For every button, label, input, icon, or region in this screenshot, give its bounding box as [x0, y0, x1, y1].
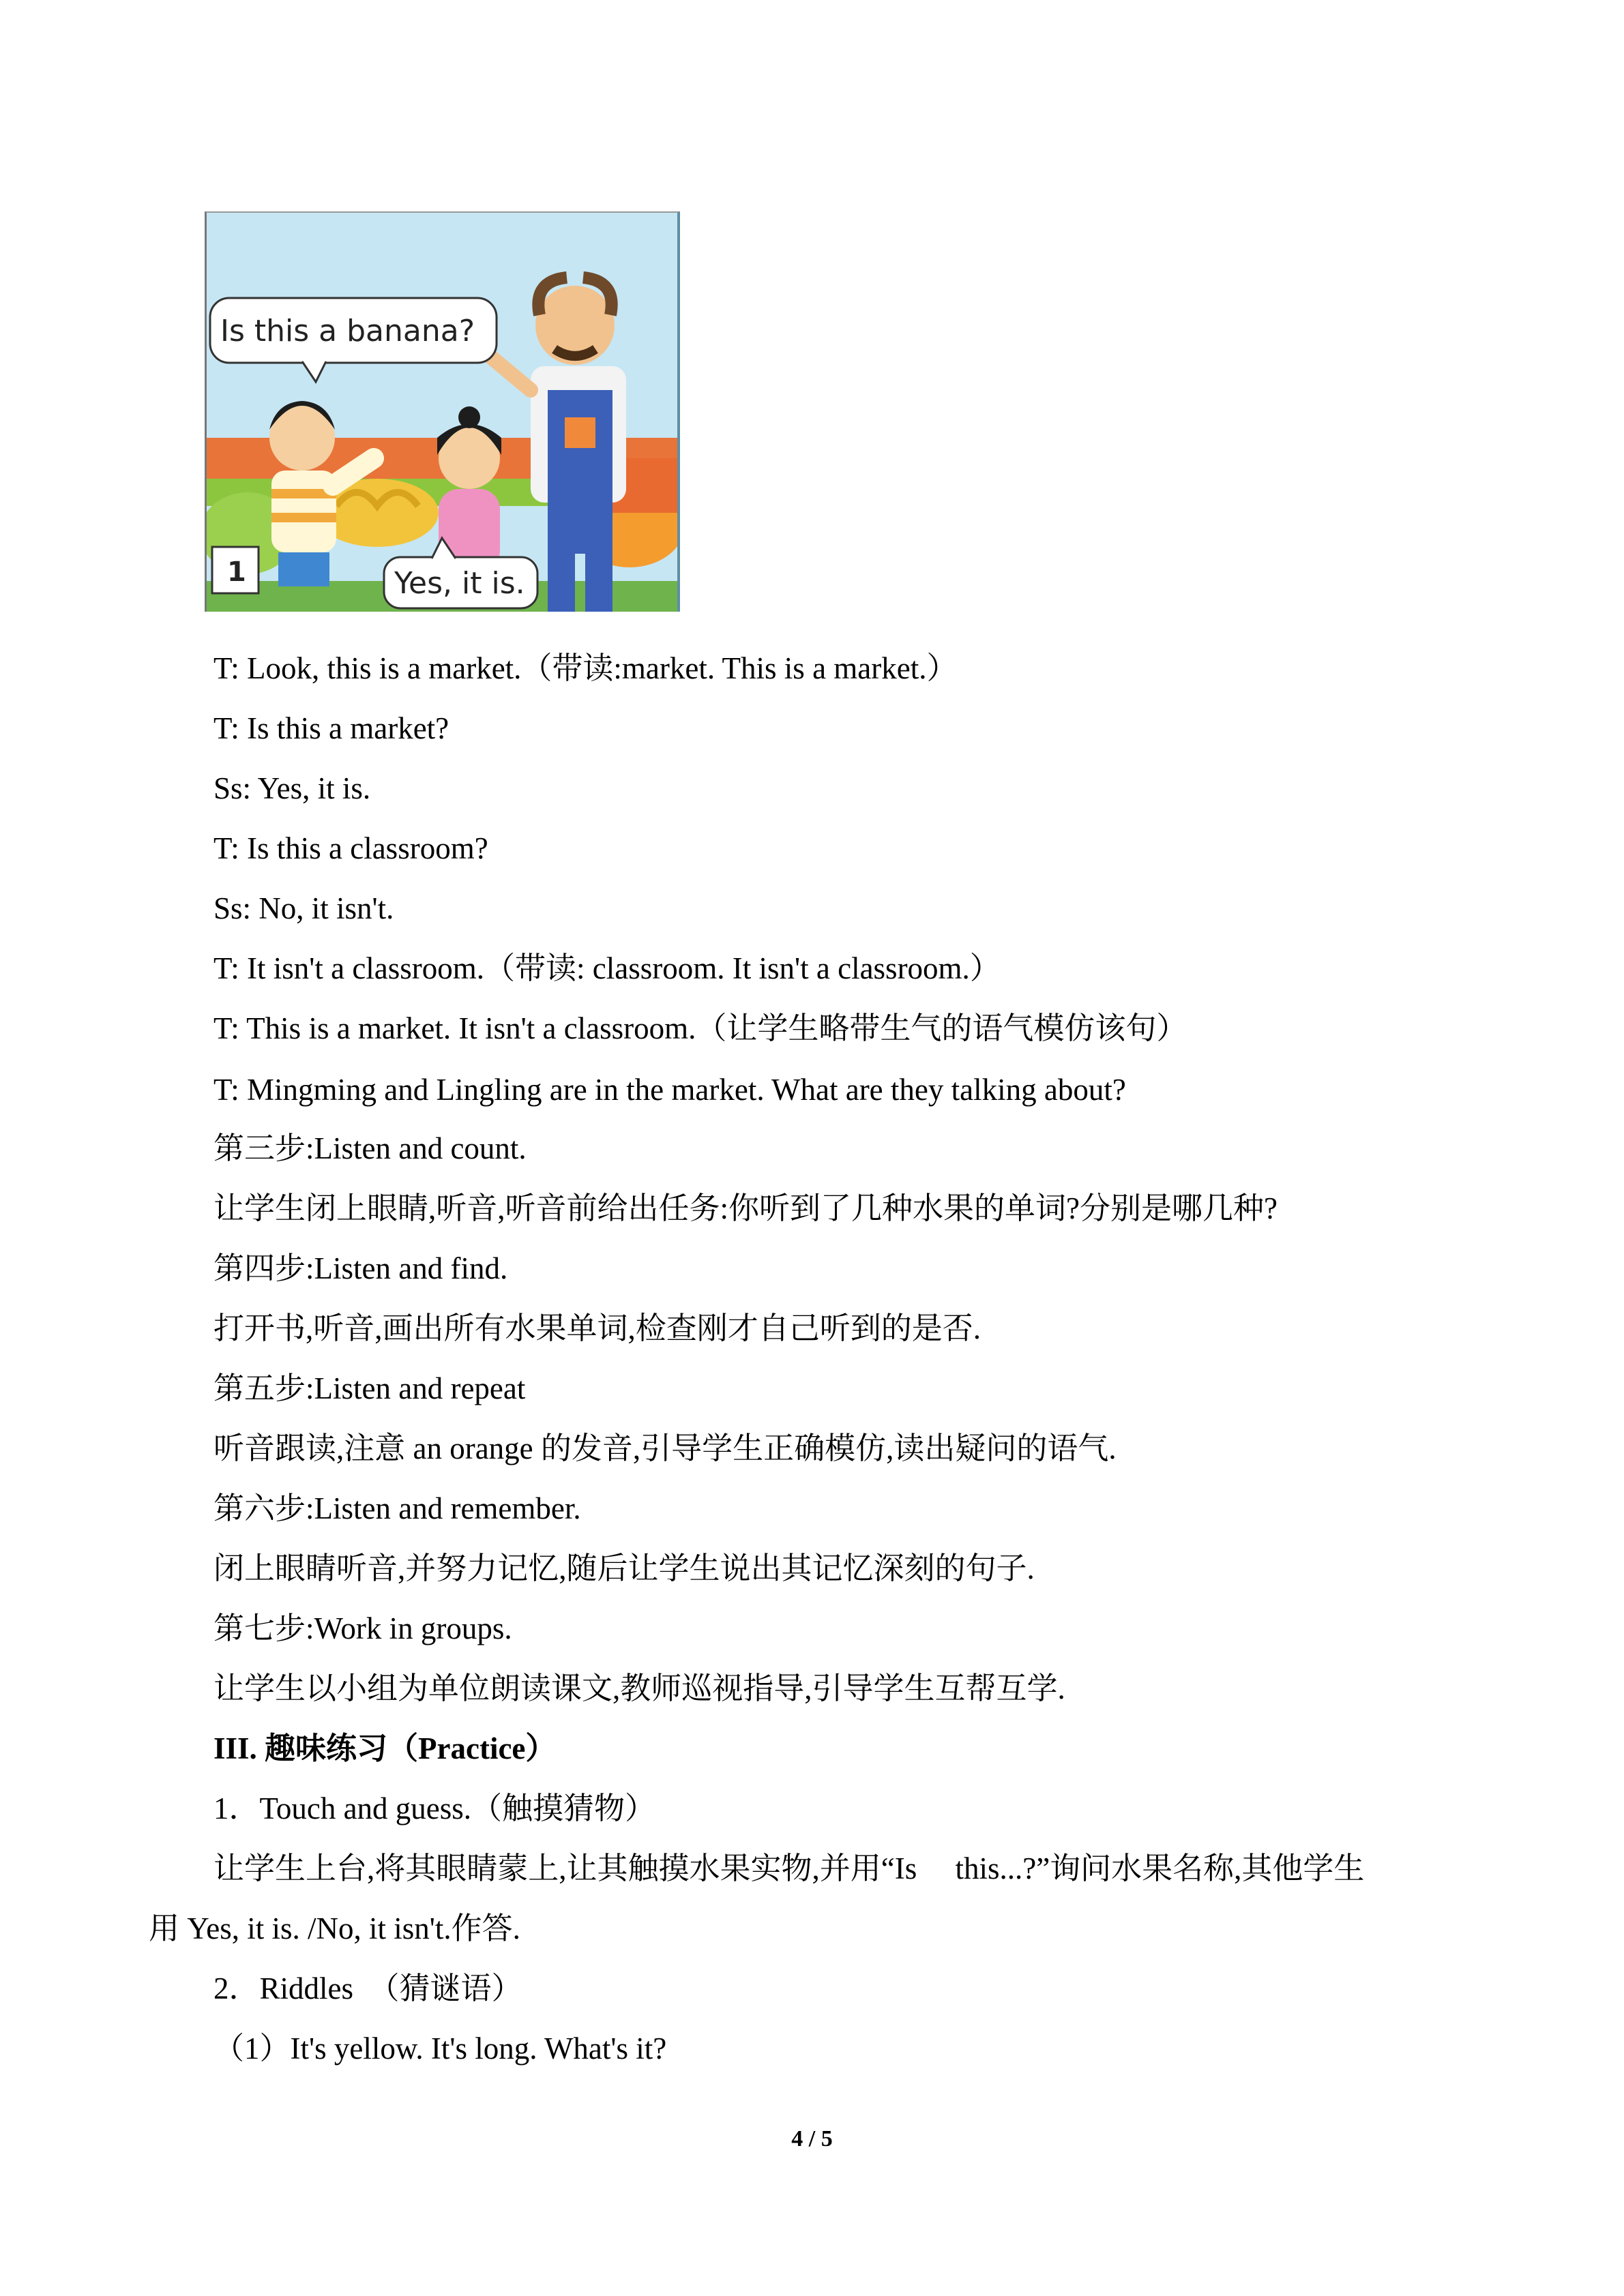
- dialogue-line: T: It isn't a classroom.（带读: classroom. It isn't a classroom.）: [213, 951, 1001, 985]
- step-heading: 第七步:Work in groups.: [213, 1611, 512, 1645]
- panel-number: 1: [227, 556, 246, 588]
- page-number: 4 / 5: [791, 2126, 833, 2151]
- step-heading: 第五步:Listen and repeat: [213, 1371, 526, 1405]
- riddle-item: （1）It's yellow. It's long. What's it?: [213, 2031, 667, 2066]
- market-scene-image: [207, 213, 677, 612]
- market-illustration: [205, 211, 680, 612]
- dialogue-line: T: Look, this is a market.（带读:market. This is a market.）: [213, 651, 958, 685]
- bubble-bottom-text: Yes, it is.: [394, 566, 525, 601]
- activity-title: 2．Riddles （猜谜语）: [213, 1971, 522, 2006]
- step-text: 让学生以小组为单位朗读课文,教师巡视指导,引导学生互帮互学.: [213, 1671, 1065, 1705]
- section-heading: III. 趣味练习（Practice）: [213, 1731, 557, 1765]
- dialogue-line: T: Mingming and Lingling are in the market. What are they talking about?: [213, 1073, 1126, 1107]
- activity-text-continued: 用 Yes, it is. /No, it isn't.作答.: [149, 1911, 520, 1945]
- dialogue-line: T: Is this a classroom?: [213, 831, 488, 865]
- dialogue-line: Ss: No, it isn't.: [213, 891, 394, 925]
- step-heading: 第三步:Listen and count.: [213, 1131, 527, 1165]
- step-text: 听音跟读,注意 an orange 的发音,引导学生正确模仿,读出疑问的语气.: [213, 1431, 1117, 1465]
- activity-text: 让学生上台,将其眼睛蒙上,让其触摸水果实物,并用“Is this...?”询问水果名称,其他学生: [213, 1851, 1365, 1885]
- step-text: 打开书,听音,画出所有水果单词,检查刚才自己听到的是否.: [213, 1311, 981, 1345]
- dialogue-line: T: This is a market. It isn't a classroom.（让学生略带生气的语气模仿该句）: [213, 1011, 1187, 1045]
- step-heading: 第四步:Listen and find.: [213, 1251, 508, 1285]
- step-heading: 第六步:Listen and remember.: [213, 1491, 581, 1525]
- step-text: 让学生闭上眼睛,听音,听音前给出任务:你听到了几种水果的单词?分别是哪几种?: [213, 1191, 1278, 1225]
- dialogue-line: Ss: Yes, it is.: [213, 771, 371, 805]
- bubble-top-text: Is this a banana?: [220, 314, 475, 348]
- step-text: 闭上眼睛听音,并努力记忆,随后让学生说出其记忆深刻的句子.: [213, 1551, 1035, 1585]
- dialogue-line: T: Is this a market?: [213, 711, 449, 745]
- activity-title: 1．Touch and guess.（触摸猜物）: [213, 1791, 656, 1825]
